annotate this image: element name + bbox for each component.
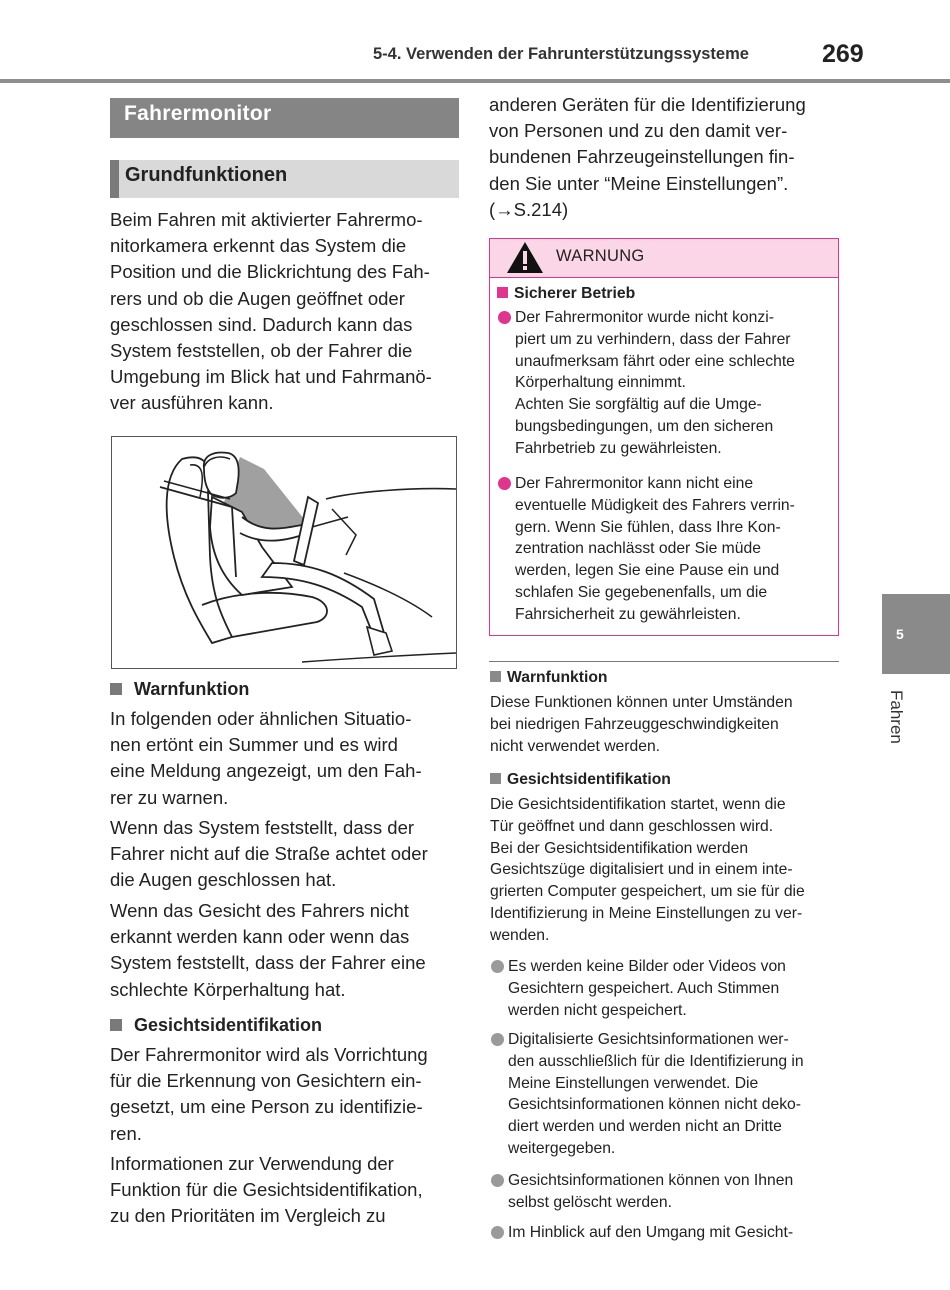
warning-bullet-2: Der Fahrermonitor kann nicht eine eventuelle Müdigkeit des Fahrers verrin- gern. Wenn Sie fühlen, dass Ihre Kon- zentration nachlässt oder Sie müde werden, legen Sie eine Pause ein und schlafen Sie gegebenenfalls, um die Fahrsicherheit zu gewährleisten. bbox=[515, 475, 795, 623]
warnfunktion-paragraph-1: In folgenden oder ähnlichen Situatio- nen ertönt ein Summer und es wird eine Meldung angezeigt, um den Fah- rer zu warnen. bbox=[110, 708, 422, 808]
note-bullet-1: Es werden keine Bilder oder Videos von Gesichtern gespeichert. Auch Stimmen werden nicht gespeichert. bbox=[508, 958, 786, 1019]
driver-foot bbox=[367, 627, 392, 655]
bullet-dot-icon bbox=[498, 311, 511, 324]
driver-illustration bbox=[111, 436, 457, 669]
bullet-dot-icon bbox=[491, 1174, 504, 1187]
note-gesicht-heading: Gesichtsidentifikation bbox=[490, 769, 671, 791]
subtitle: Grundfunktionen bbox=[125, 164, 288, 186]
seat-base bbox=[202, 593, 327, 637]
driver-legs bbox=[262, 563, 384, 637]
chapter-number: 5 bbox=[896, 626, 904, 642]
warning-bullet-1: Der Fahrermonitor wurde nicht konzi- piert um zu verhindern, dass der Fahrer unaufmerksam fährt oder eine schlechte Körperhaltung einnimmt. Achten Sie sorgfältig auf die Umge- bungsbedingungen, um den sicheren Fahrbetrieb zu gewährleisten. bbox=[515, 309, 795, 457]
note-warnfunktion-text: Diese Funktionen können unter Umständen bei niedrigen Fahrzeuggeschwindigkeiten nicht verwendet werden. bbox=[490, 694, 793, 755]
note-gesicht-text: Die Gesichtsidentifikation startet, wenn die Tür geöffnet und dann geschlossen wird. Bei der Gesichtsidentifikation werden Gesichtszüge digitalisiert und in einem inte- grierten Computer gespeichert, um sie für die Identifizierung in Meine Einstellungen zu ver- wenden. bbox=[490, 796, 805, 944]
page-number: 269 bbox=[822, 40, 864, 68]
warning-triangle-icon bbox=[506, 241, 544, 274]
section-title: 5-4. Verwenden der Fahrunterstützungssysteme bbox=[373, 45, 749, 63]
warnfunktion-paragraph-3: Wenn das Gesicht des Fahrers nicht erkannt werden kann oder wenn das System feststellt, dass der Fahrer eine schlechte Körperhaltung hat. bbox=[110, 900, 426, 1000]
warning-title: WARNUNG bbox=[556, 247, 645, 265]
chapter-tab[interactable] bbox=[882, 594, 950, 674]
note-bullet-2: Digitalisierte Gesichtsinformationen wer- den ausschließlich für die Identifizierung in Meine Einstellungen verwendet. Die Gesichtsinformationen können nicht deko- diert werden und werden nicht an Dritte weitergegeben. bbox=[508, 1031, 804, 1157]
bullet-dot-icon bbox=[491, 1226, 504, 1239]
gesichtsidentifikation-heading: Gesichtsidentifikation bbox=[110, 1015, 462, 1036]
gesicht-paragraph-2: Informationen zur Verwendung der Funktion für die Gesichtsidentifikation, zu den Prioritäten im Vergleich zu bbox=[110, 1153, 423, 1227]
square-bullet-icon bbox=[497, 287, 508, 298]
dashboard bbox=[326, 489, 456, 499]
square-bullet-icon bbox=[490, 671, 501, 682]
note-bullet-4: Im Hinblick auf den Umgang mit Gesicht- bbox=[508, 1224, 794, 1241]
chapter-label: Fahren bbox=[887, 690, 906, 744]
note-warnfunktion-heading: Warnfunktion bbox=[490, 667, 608, 689]
warning-subhead: Sicherer Betrieb bbox=[497, 283, 635, 305]
square-bullet-icon bbox=[110, 1019, 122, 1031]
notes-separator bbox=[489, 661, 839, 662]
driver-head bbox=[204, 453, 239, 498]
bullet-dot-icon bbox=[491, 960, 504, 973]
bullet-dot-icon bbox=[491, 1033, 504, 1046]
warnfunktion-heading: Warnfunktion bbox=[110, 679, 462, 700]
gesicht-paragraph-1: Der Fahrermonitor wird als Vorrichtung für die Erkennung von Gesichtern ein- gesetzt, um eine Person zu identifizie- ren. bbox=[110, 1044, 428, 1144]
note-bullet-3: Gesichtsinformationen können von Ihnen selbst gelöscht werden. bbox=[508, 1172, 794, 1211]
driver-seat-drawing bbox=[112, 437, 456, 668]
page-title: Fahrermonitor bbox=[124, 102, 272, 125]
bullet-dot-icon bbox=[498, 477, 511, 490]
header-rule bbox=[0, 79, 950, 83]
warnfunktion-paragraph-2: Wenn das System feststellt, dass der Fahrer nicht auf die Straße achtet oder die Augen geschlossen hat. bbox=[110, 817, 428, 891]
square-bullet-icon bbox=[110, 683, 122, 695]
intro-paragraph: Beim Fahren mit aktivierter Fahrermo- nitorkamera erkennt das System die Position und die Blickrichtung des Fah- rers und ob die Augen geöffnet oder geschlossen sind. Dadurch kann das System feststellen, ob der Fahrer die Umgebung im Blick hat und Fahrmanö- ver ausführen kann. bbox=[110, 209, 432, 414]
continued-paragraph: anderen Geräten für die Identifizierung von Personen und zu den damit ver- bundenen Fahrzeugeinstellungen fin- den Sie unter “Meine Einstellungen”. (→S.214) bbox=[489, 94, 806, 220]
square-bullet-icon bbox=[490, 773, 501, 784]
